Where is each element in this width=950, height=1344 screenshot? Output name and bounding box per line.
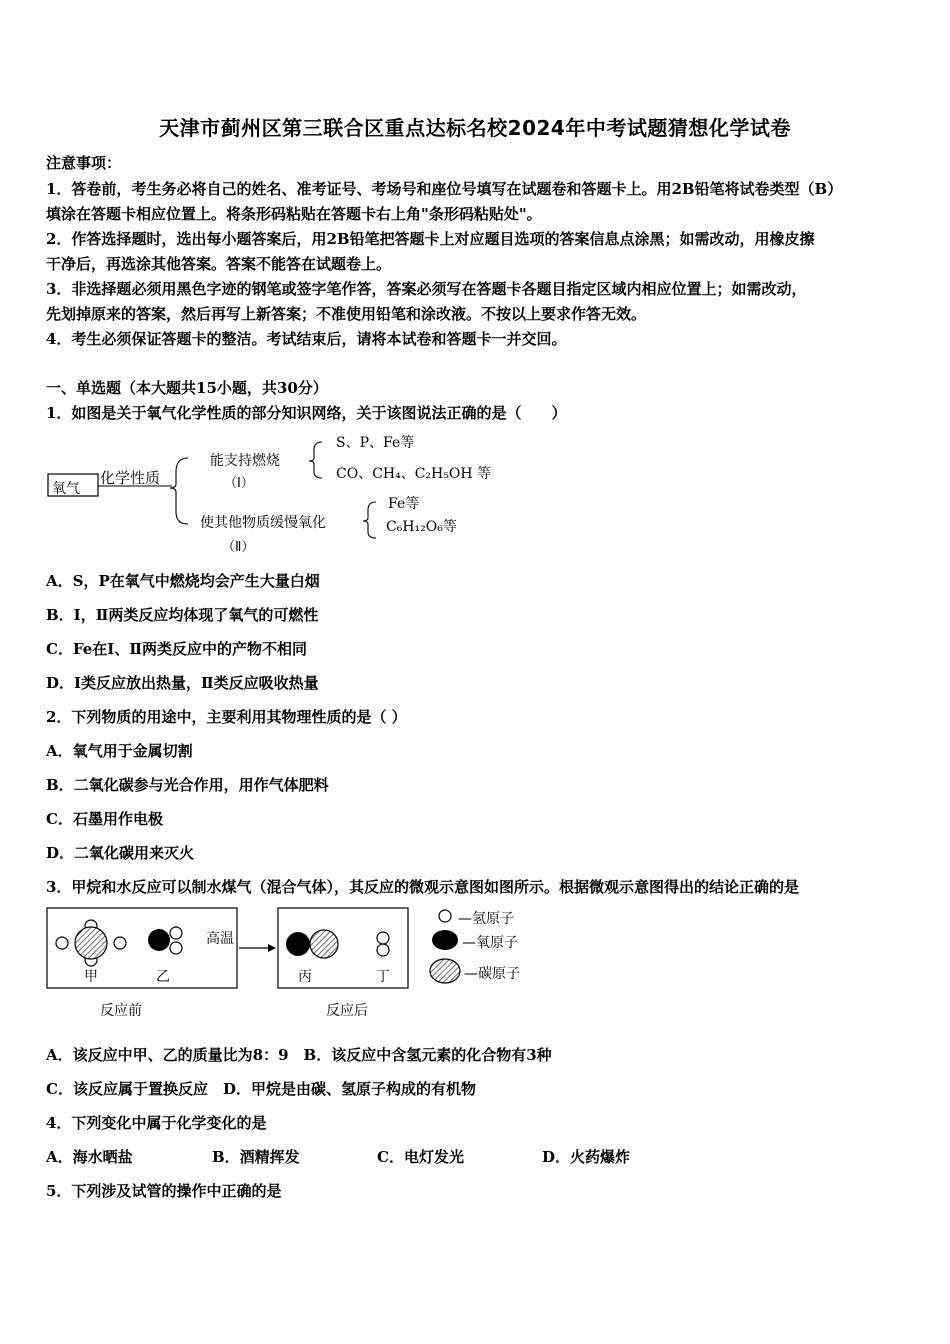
roman-1-label: （Ⅰ） xyxy=(224,476,254,491)
q4-option-b[interactable]: B．酒精挥发 xyxy=(212,1148,300,1166)
section-heading: 一、单选题（本大题共15小题，共30分） xyxy=(46,379,328,397)
oxygen-label: 氧气 xyxy=(52,481,80,497)
q4-option-c[interactable]: C．电灯发光 xyxy=(377,1148,464,1166)
q3-stem: 3．甲烷和水反应可以制水煤气（混合气体），其反应的微观示意图如图所示。根据微观示意图得出的结论正确的是 xyxy=(46,878,799,896)
chem-prop-label: 化学性质 xyxy=(100,469,161,487)
q4-stem: 4．下列变化中属于化学变化的是 xyxy=(46,1114,267,1132)
q3-options-cd[interactable]: C．该反应属于置换反应 D．甲烷是由碳、氢原子构成的有机物 xyxy=(46,1080,476,1098)
notice-2b: 干净后，再选涂其他答案。答案不能答在试题卷上。 xyxy=(46,255,392,273)
co-c xyxy=(310,930,338,958)
glucose-label: C₆H₁₂O₆等 xyxy=(386,519,457,535)
label-condition: 高温 xyxy=(206,931,234,947)
q1-option-a[interactable]: A．S，P在氧气中燃烧均会产生大量白烟 xyxy=(46,572,320,590)
co-ch4-label: CO、CH₄、C₂H₅OH 等 xyxy=(336,466,492,482)
methane-c xyxy=(75,927,107,959)
q2-stem: 2．下列物质的用途中，主要利用其物理性质的是（ ） xyxy=(46,708,407,726)
water-o xyxy=(148,929,170,951)
notice-3a: 3．非选择题必须用黑色字迹的钢笔或签字笔作答，答案必须写在答题卡各题目指定区域内相应位置上；如需改动， xyxy=(46,280,807,298)
fe-label: Fe等 xyxy=(388,496,420,512)
legend-h-circle xyxy=(439,910,451,922)
q1-option-b[interactable]: B．Ⅰ，Ⅱ两类反应均体现了氧气的可燃性 xyxy=(46,606,319,624)
label-yi: 乙 xyxy=(156,969,170,985)
water-h2 xyxy=(170,942,182,954)
brace-slow xyxy=(363,502,376,538)
h2-b xyxy=(377,944,389,956)
q2-option-b[interactable]: B．二氧化碳参与光合作用，用作气体肥料 xyxy=(46,776,329,794)
notice-1b: 填涂在答题卡相应位置上。将条形码粘贴在答题卡右上角"条形码粘贴处"。 xyxy=(46,205,542,223)
support-combustion-label: 能支持燃烧 xyxy=(210,453,280,469)
brace-main xyxy=(170,458,188,524)
water-h1 xyxy=(170,927,182,939)
methane-h-left xyxy=(56,937,68,949)
notice-1a: 1．答卷前，考生务必将自己的姓名、准考证号、考场号和座位号填写在试题卷和答题卡上。用2B铅笔将试卷类型（B） xyxy=(46,180,843,198)
page-title: 天津市蓟州区第三联合区重点达标名校2024年中考试题猜想化学试卷 xyxy=(159,116,791,140)
legend-c-label: —碳原子 xyxy=(464,966,520,982)
label-after: 反应后 xyxy=(326,1003,368,1019)
legend-o-circle xyxy=(432,930,458,950)
brace-combustion xyxy=(309,442,322,478)
q3-diagram xyxy=(46,904,538,1022)
co-o xyxy=(286,932,310,956)
legend-h-label: —氢原子 xyxy=(458,911,514,927)
legend-o-label: —氧原子 xyxy=(462,935,518,951)
notice-3b: 先划掉原来的答案，然后再写上新答案；不准使用铅笔和涂改液。不按以上要求作答无效。 xyxy=(46,305,647,323)
q1-option-d[interactable]: D．Ⅰ类反应放出热量，Ⅱ类反应吸收热量 xyxy=(46,674,319,692)
q2-option-a[interactable]: A．氧气用于金属切割 xyxy=(46,742,193,760)
q2-option-d[interactable]: D．二氧化碳用来灭火 xyxy=(46,844,195,862)
slow-oxidation-label: 使其他物质缓慢氧化 xyxy=(200,515,326,531)
q1-option-c[interactable]: C．Fe在Ⅰ、Ⅱ两类反应中的产物不相同 xyxy=(46,640,307,658)
q1-diagram xyxy=(46,428,526,558)
q2-option-c[interactable]: C．石墨用作电极 xyxy=(46,810,163,828)
legend-c-circle xyxy=(430,959,460,983)
notice-2a: 2．作答选择题时，选出每小题答案后，用2B铅笔把答题卡上对应题目选项的答案信息点涂黑；如需改动，用橡皮擦 xyxy=(46,230,815,248)
label-before: 反应前 xyxy=(100,1003,142,1019)
label-ding: 丁 xyxy=(376,969,390,985)
roman-2-label: （Ⅱ） xyxy=(222,540,255,555)
label-jia: 甲 xyxy=(84,969,98,985)
q4-option-d[interactable]: D．火药爆炸 xyxy=(542,1148,631,1166)
q1-stem: 1．如图是关于氧气化学性质的部分知识网络，关于该图说法正确的是（ ） xyxy=(46,404,567,422)
methane-h-right xyxy=(114,937,126,949)
h2-a xyxy=(377,932,389,944)
q3-options-ab[interactable]: A．该反应中甲、乙的质量比为8：9 B．该反应中含氢元素的化合物有3种 xyxy=(46,1046,552,1064)
q5-stem: 5．下列涉及试管的操作中正确的是 xyxy=(46,1182,282,1200)
label-bing: 丙 xyxy=(298,969,312,985)
q4-option-a[interactable]: A．海水晒盐 xyxy=(46,1148,133,1166)
notice-4: 4．考生必须保证答题卡的整洁。考试结束后，请将本试卷和答题卡一并交回。 xyxy=(46,330,567,348)
notice-heading: 注意事项： xyxy=(46,154,122,172)
s-p-fe-label: S、P、Fe等 xyxy=(336,435,415,451)
